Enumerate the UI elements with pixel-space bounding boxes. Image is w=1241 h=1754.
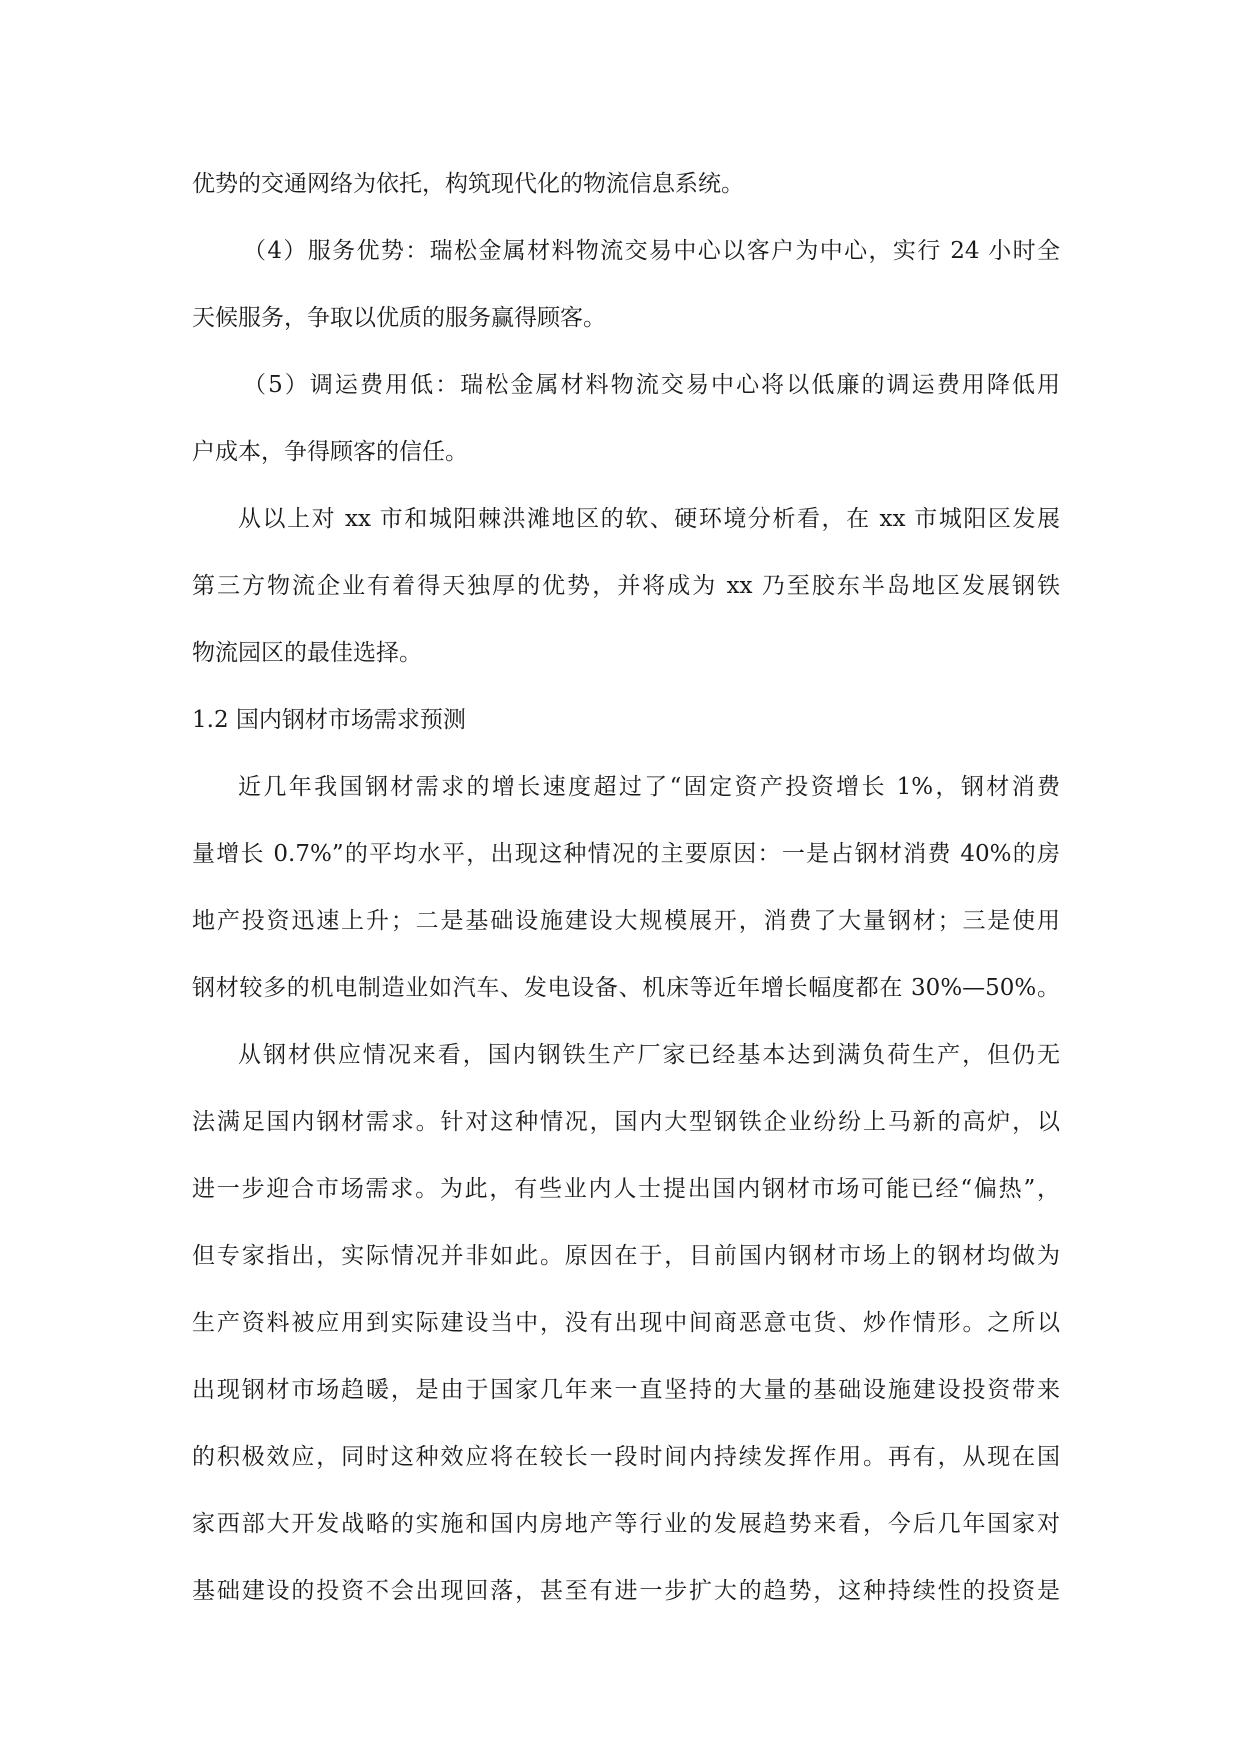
text-line: 天候服务，争取以优质的服务赢得顾客。 (192, 305, 606, 331)
text-line: 物流园区的最佳选择。 (192, 640, 422, 666)
text-line: 家西部大开发战略的实施和国内房地产等行业的发展趋势来看，今后几年国家对 (192, 1511, 1060, 1537)
text-line: 但专家指出，实际情况并非如此。原因在于，目前国内钢材市场上的钢材均做为 (192, 1243, 1060, 1269)
text-line: 进一步迎合市场需求。为此，有些业内人士提出国内钢材市场可能已经“偏热”， (192, 1176, 1060, 1202)
text-line: 法满足国内钢材需求。针对这种情况，国内大型钢铁企业纷纷上马新的高炉，以 (192, 1109, 1060, 1135)
text-line: 生产资料被应用到实际建设当中，没有出现中间商恶意屯货、炒作情形。之所以 (192, 1310, 1060, 1336)
text-line: 的积极效应，同时这种效应将在较长一段时间内持续发挥作用。再有，从现在国 (192, 1444, 1060, 1470)
text-line: 户成本，争得顾客的信任。 (192, 439, 468, 465)
text-line: 第三方物流企业有着得天独厚的优势，并将成为 xx 乃至胶东半岛地区发展钢铁 (192, 573, 1060, 599)
text-line: 量增长 0.7%”的平均水平，出现这种情况的主要原因：一是占钢材消费 40%的房 (192, 841, 1060, 867)
text-line: 从钢材供应情况来看，国内钢铁生产厂家已经基本达到满负荷生产，但仍无 (238, 1042, 1060, 1068)
text-line: 出现钢材市场趋暖，是由于国家几年来一直坚持的大量的基础设施建设投资带来 (192, 1377, 1060, 1403)
text-line: 基础建设的投资不会出现回落，甚至有进一步扩大的趋势，这种持续性的投资是 (192, 1578, 1060, 1604)
text-line: （4）服务优势：瑞松金属材料物流交易中心以客户为中心，实行 24 小时全 (243, 238, 1060, 264)
text-line: 钢材较多的机电制造业如汽车、发电设备、机床等近年增长幅度都在 30%—50%。 (192, 975, 1060, 1001)
text-line: 优势的交通网络为依托，构筑现代化的物流信息系统。 (192, 171, 744, 197)
text-line: （5）调运费用低：瑞松金属材料物流交易中心将以低廉的调运费用降低用 (243, 372, 1060, 398)
text-line: 近几年我国钢材需求的增长速度超过了“固定资产投资增长 1%，钢材消费 (238, 774, 1060, 800)
text-line: 从以上对 xx 市和城阳棘洪滩地区的软、硬环境分析看，在 xx 市城阳区发展 (238, 506, 1060, 532)
text-line: 地产投资迅速上升；二是基础设施建设大规模展开，消费了大量钢材；三是使用 (192, 908, 1060, 934)
section-heading: 1.2 国内钢材市场需求预测 (192, 707, 466, 733)
